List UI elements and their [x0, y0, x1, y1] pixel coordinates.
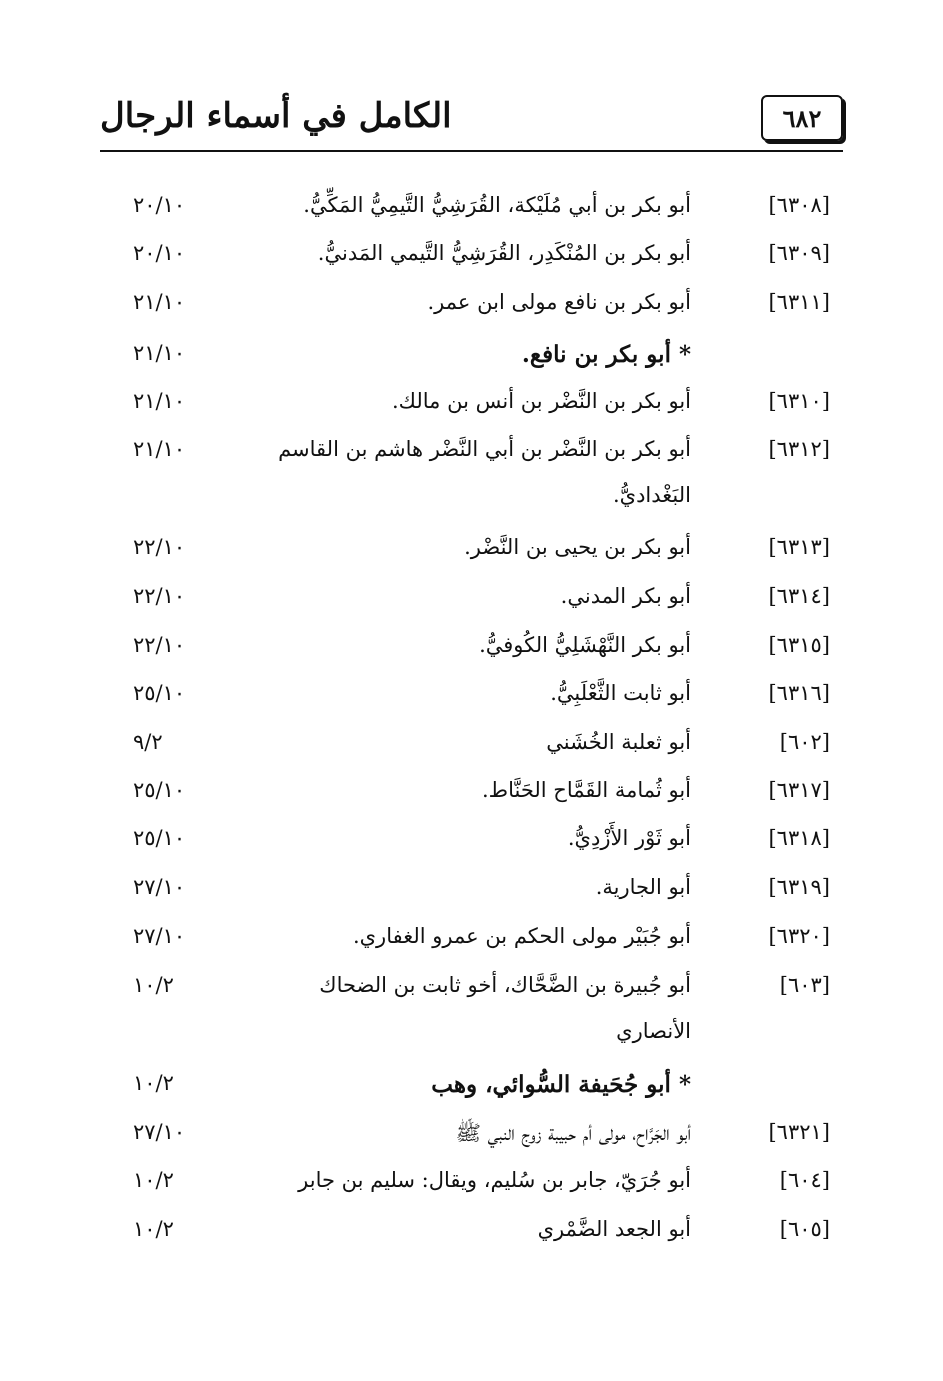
- entry-volume-page: ٢٧/١٠: [133, 875, 186, 899]
- entry-number: [٦٣١٧]: [768, 778, 830, 802]
- entry-number: [٦٣٢١]: [768, 1120, 830, 1144]
- entry-number: [٦٣١٨]: [768, 826, 830, 850]
- entry-volume-page: ١٠/٢: [133, 1217, 174, 1241]
- entry-volume-page: ٢٢/١٠: [133, 633, 186, 657]
- entry-name: أبو بكر بن أبي مُلَيْكة، القُرَشِيُّ التَّيمِيُّ المَكِّيُّ.: [303, 193, 691, 217]
- entry-name-continuation: الأنصاري: [616, 1019, 691, 1043]
- entry-volume-page: ٢١/١٠: [133, 389, 186, 413]
- page-header: [100, 90, 843, 152]
- entry-name: أبو بكر المدني.: [560, 584, 691, 608]
- index-entry: [0, 389, 943, 429]
- entry-volume-page: ٢١/١٠: [133, 437, 186, 461]
- entry-heading: * أبو بكر بن نافع.: [521, 341, 691, 368]
- entry-volume-page: ٢٢/١٠: [133, 535, 186, 559]
- entry-volume-page: ٩/٢: [133, 730, 163, 754]
- entry-number: [٦٣١٤]: [768, 584, 830, 608]
- entry-volume-page: ١٠/٢: [133, 973, 174, 997]
- entry-name: أبو جُرَيّ، جابر بن سُليم، ويقال: سليم بن جابر: [298, 1168, 691, 1192]
- entry-name: أبو بكر بن نافع مولى ابن عمر.: [427, 290, 691, 314]
- entry-name: أبو بكر النَّهْشَلِيُّ الكُوفيُّ.: [479, 633, 691, 657]
- index-entry: [0, 241, 943, 281]
- entry-name: أبو بكر بن النَّضْر بن أبي النَّضْر هاشم بن القاسم: [278, 437, 691, 461]
- entry-number: [٦٣٠٩]: [768, 241, 830, 265]
- entry-volume-page: ١٠/٢: [133, 1168, 174, 1192]
- index-entry: [0, 341, 943, 381]
- entry-volume-page: ٢٥/١٠: [133, 826, 186, 850]
- entry-number: [٦٠٥]: [779, 1217, 830, 1241]
- entry-number: [٦٠٢]: [779, 730, 830, 754]
- page-number: ٦٨٢: [761, 95, 843, 141]
- entry-name: أبو بكر بن المُنْكَدِر، القُرَشِيُّ التَّيمي المَدنيُّ.: [317, 241, 691, 265]
- index-entry: [0, 924, 943, 964]
- index-entry: [0, 778, 943, 818]
- entry-number: [٦٠٤]: [779, 1168, 830, 1192]
- entry-name: أبو بكر بن النَّضْر بن أنس بن مالك.: [391, 389, 691, 413]
- entry-name: أبو الجعد الضَّمْري: [537, 1217, 691, 1241]
- index-entry: [0, 437, 943, 507]
- entry-number: [٦٣١١]: [768, 290, 830, 314]
- entry-number: [٦٣١٠]: [768, 389, 830, 413]
- index-entry: [0, 535, 943, 575]
- index-entry: [0, 1168, 943, 1208]
- entry-number: [٦٣١٥]: [768, 633, 830, 657]
- entry-volume-page: ٢٠/١٠: [133, 241, 186, 265]
- entry-number: [٦٣١٢]: [768, 437, 830, 461]
- entry-name: أبو ثُمامة القَمَّاح الحَنَّاط.: [481, 778, 691, 802]
- entry-number: [٦٣١٦]: [768, 681, 830, 705]
- entry-volume-page: ٢٧/١٠: [133, 924, 186, 948]
- index-entry: [0, 1120, 943, 1160]
- index-entry: [0, 973, 943, 1043]
- entry-volume-page: ١٠/٢: [133, 1071, 174, 1095]
- entry-volume-page: ٢١/١٠: [133, 290, 186, 314]
- entry-name: أبو ثعلبة الخُشَني: [546, 730, 691, 754]
- index-entry: [0, 193, 943, 233]
- index-entry: [0, 826, 943, 866]
- entry-name: أبو ثابت الثَّعْلَبِيُّ.: [550, 681, 691, 705]
- index-entry: [0, 681, 943, 721]
- entry-number: [٦٣١٣]: [768, 535, 830, 559]
- entry-number: [٦٠٣]: [779, 973, 830, 997]
- entry-number: [٦٣٢٠]: [768, 924, 830, 948]
- index-entry: [0, 633, 943, 673]
- entry-volume-page: ٢١/١٠: [133, 341, 186, 365]
- index-entry: [0, 1217, 943, 1257]
- running-title: الكامل في أسماء الرجال: [100, 96, 452, 136]
- index-entry: [0, 730, 943, 770]
- entry-name: أبو الجَرَّاح، مولى أم حبيبة زوج النبي ﷺ: [455, 1121, 691, 1145]
- entry-volume-page: ٢٢/١٠: [133, 584, 186, 608]
- header-divider: [100, 150, 843, 152]
- index-entry: [0, 584, 943, 624]
- entry-name-continuation: البَغْداديُّ.: [612, 483, 691, 507]
- entry-name: أبو ثَوْر الأَزْدِيُّ.: [567, 826, 691, 850]
- entry-volume-page: ٢٥/١٠: [133, 778, 186, 802]
- entry-number: [٦٣١٩]: [768, 875, 830, 899]
- entry-heading: * أبو جُحَيفة السُّوائي، وهب: [431, 1071, 691, 1098]
- entry-name: أبو الجارية.: [595, 875, 691, 899]
- index-entry: [0, 290, 943, 330]
- entry-number: [٦٣٠٨]: [768, 193, 830, 217]
- entry-volume-page: ٢٥/١٠: [133, 681, 186, 705]
- entry-name: أبو جُبيرة بن الضَّحَّاك، أخو ثابت بن الضحاك: [319, 973, 691, 997]
- entry-volume-page: ٢٠/١٠: [133, 193, 186, 217]
- index-entry: [0, 1071, 943, 1111]
- index-entry: [0, 875, 943, 915]
- entry-name: أبو بكر بن يحيى بن النَّضْر.: [464, 535, 691, 559]
- entry-volume-page: ٢٧/١٠: [133, 1120, 186, 1144]
- entry-name: أبو جُبَيْر مولى الحكم بن عمرو الغفاري.: [352, 924, 691, 948]
